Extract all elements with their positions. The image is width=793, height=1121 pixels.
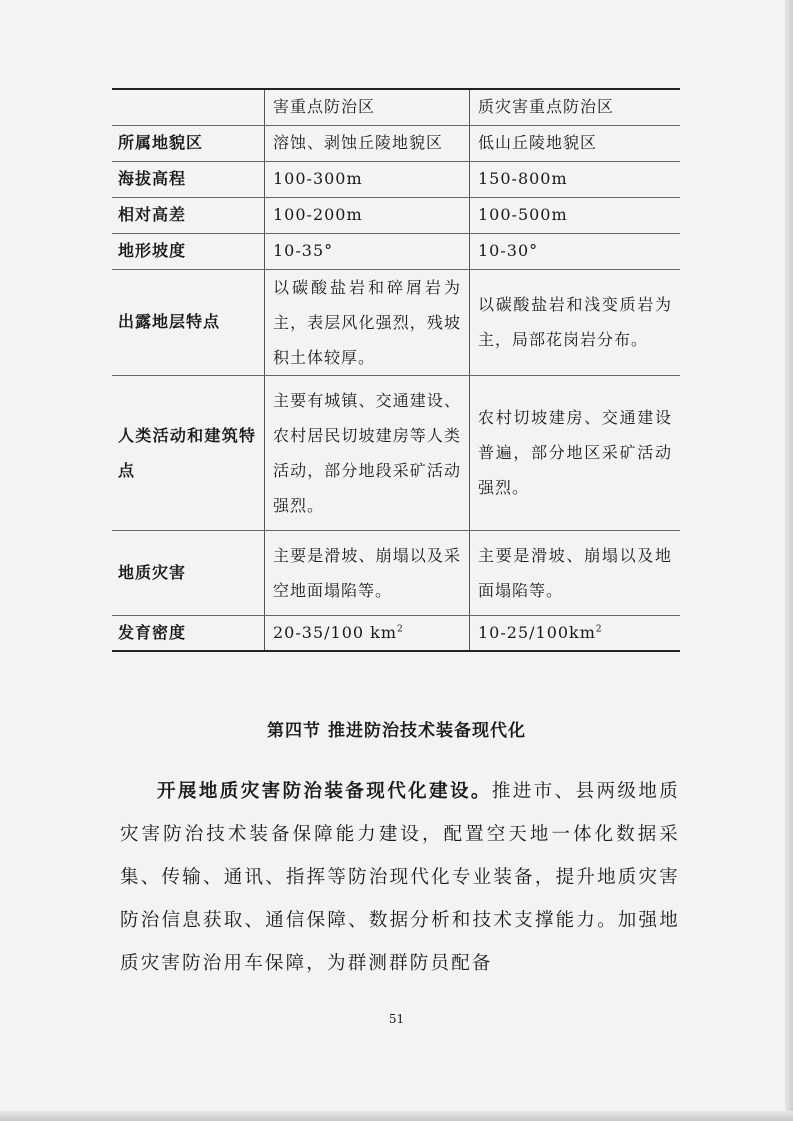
row-label: 所属地貌区 — [112, 125, 265, 161]
row-label: 发育密度 — [112, 615, 265, 651]
body-paragraph — [120, 770, 680, 985]
page-edge — [785, 0, 793, 1121]
density-value: 10-25/100km — [478, 622, 596, 642]
table-header-row — [112, 89, 680, 125]
table-cell — [470, 615, 681, 651]
table-row — [112, 530, 680, 615]
table-header-cell: 质灾害重点防治区 — [470, 89, 681, 125]
table-cell: 以碳酸盐岩和浅变质岩为主，局部花岗岩分布。 — [470, 269, 681, 375]
table-cell: 以碳酸盐岩和碎屑岩为主，表层风化强烈，残坡积土体较厚。 — [265, 269, 470, 375]
unit-exponent: 2 — [595, 624, 603, 635]
row-label: 海拔高程 — [112, 161, 265, 197]
density-value: 20-35/100 km — [273, 622, 398, 642]
table-cell: 10-30° — [470, 233, 681, 269]
unit-exponent: 2 — [397, 624, 404, 635]
table-header-cell — [112, 89, 265, 125]
table-header-cell: 害重点防治区 — [265, 89, 470, 125]
table-row — [112, 269, 680, 375]
table-cell: 100-300m — [265, 161, 470, 197]
table-row — [112, 233, 680, 269]
table-cell: 主要有城镇、交通建设、农村居民切坡建房等人类活动，部分地段采矿活动强烈。 — [265, 375, 470, 530]
table-cell: 主要是滑坡、崩塌以及采空地面塌陷等。 — [265, 530, 470, 615]
table-row — [112, 197, 680, 233]
table-cell: 低山丘陵地貌区 — [470, 125, 681, 161]
table-row — [112, 161, 680, 197]
row-label: 地形坡度 — [112, 233, 265, 269]
table-cell: 100-200m — [265, 197, 470, 233]
row-label: 相对高差 — [112, 197, 265, 233]
table-row — [112, 125, 680, 161]
table-cell: 溶蚀、剥蚀丘陵地貌区 — [265, 125, 470, 161]
table-row — [112, 375, 680, 530]
table-row — [112, 615, 680, 651]
paragraph-text: 推进市、县两级地质灾害防治技术装备保障能力建设，配置空天地一体化数据采集、传输、通讯、指挥等防治现代化专业装备，提升地质灾害防治信息获取、通信保障、数据分析和技术支撑能力。加强地质灾害防治用车保障，为群测群防员配备 — [120, 781, 680, 974]
paragraph-lead: 开展地质灾害防治装备现代化建设。 — [157, 781, 492, 802]
page-bottom-edge — [0, 1111, 793, 1121]
table-cell: 100-500m — [470, 197, 681, 233]
table-cell: 农村切坡建房、交通建设普遍，部分地区采矿活动强烈。 — [470, 375, 681, 530]
row-label: 人类活动和建筑特点 — [112, 375, 265, 530]
page-number: 51 — [388, 1012, 405, 1026]
geohazard-zone-table — [112, 88, 680, 652]
table-cell: 主要是滑坡、崩塌以及地面塌陷等。 — [470, 530, 681, 615]
table-cell — [265, 615, 470, 651]
table-cell: 10-35° — [265, 233, 470, 269]
table-cell: 150-800m — [470, 161, 681, 197]
row-label: 地质灾害 — [112, 530, 265, 615]
section-heading: 第四节 推进防治技术装备现代化 — [267, 721, 526, 741]
row-label: 出露地层特点 — [112, 269, 265, 375]
